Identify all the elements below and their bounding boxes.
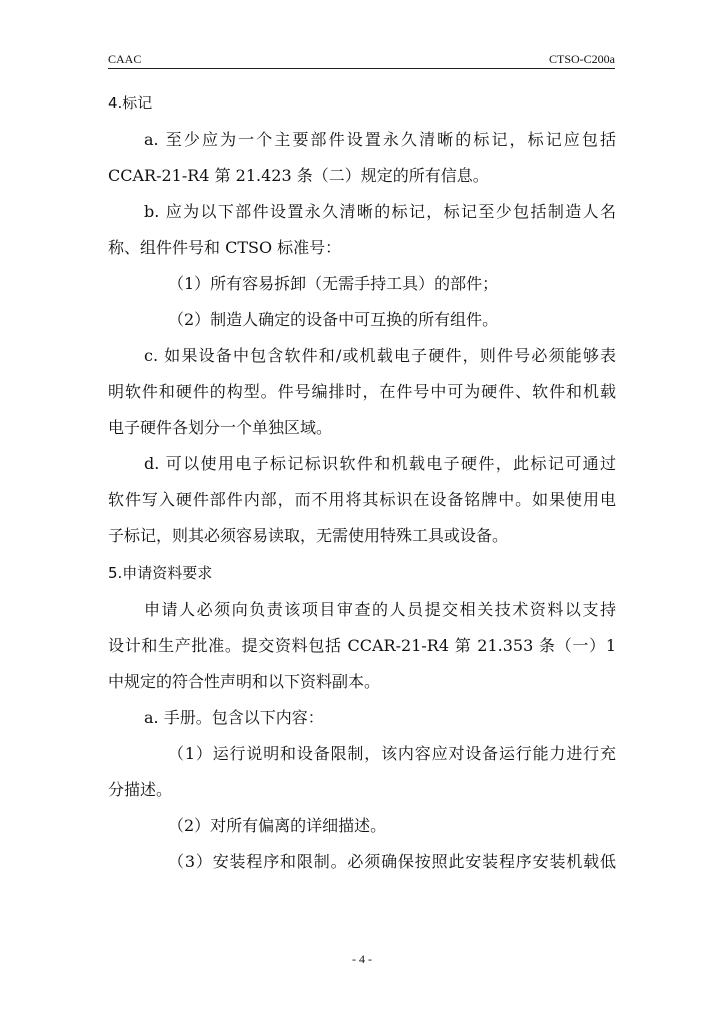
list-item: （2）对所有偏离的详细描述。	[168, 816, 387, 835]
section-heading-marking: 4.标记	[108, 94, 153, 112]
paragraph-line: 子标记，则其必须容易读取，无需使用特殊工具或设备。	[108, 526, 509, 545]
paragraph-line: 明软件和硬件的构型。件号编排时，在件号中可为硬件、软件和机载	[108, 382, 616, 401]
section-heading-application: 5.申请资料要求	[108, 564, 213, 582]
paragraph-line: 中规定的符合性声明和以下资料副本。	[108, 672, 381, 691]
paragraph-line: c. 如果设备中包含软件和/或机载电子硬件，则件号必须能够表	[144, 346, 616, 365]
page-header	[108, 52, 615, 69]
header-org: CAAC	[108, 52, 142, 66]
document-body	[108, 84, 616, 880]
paragraph-line: b. 应为以下部件设置永久清晰的标记，标记至少包括制造人名	[144, 202, 616, 221]
paragraph-line: a. 手册。包含以下内容：	[144, 708, 324, 727]
paragraph-line: 软件写入硬件部件内部，而不用将其标识在设备铭牌中。如果使用电	[108, 490, 616, 509]
page-number: - 4 -	[352, 952, 372, 966]
list-item: （3）安装程序和限制。必须确保按照此安装程序安装机载低	[168, 852, 616, 871]
paragraph-line: a. 至少应为一个主要部件设置永久清晰的标记，标记应包括	[144, 130, 616, 149]
list-item: （1）所有容易拆卸（无需手持工具）的部件；	[168, 274, 499, 293]
paragraph-line: 申请人必须向负责该项目审查的人员提交相关技术资料以支持	[144, 600, 616, 619]
paragraph-line: 分描述。	[108, 780, 173, 799]
paragraph-line: 称、组件件号和 CTSO 标准号：	[108, 238, 342, 257]
paragraph-line: 设计和生产批准。提交资料包括 CCAR-21-R4 第 21.353 条（一）1	[108, 636, 616, 655]
paragraph-line: CCAR-21-R4 第 21.423 条（二）规定的所有信息。	[108, 166, 489, 185]
paragraph-line: 电子硬件各划分一个单独区域。	[108, 418, 333, 437]
list-item: （1）运行说明和设备限制，该内容应对设备运行能力进行充	[168, 744, 616, 763]
header-doc-id: CTSO-C200a	[549, 52, 615, 66]
list-item: （2）制造人确定的设备中可互换的所有组件。	[168, 310, 499, 329]
paragraph-line: d. 可以使用电子标记标识软件和机载电子硬件，此标记可通过	[144, 454, 616, 473]
